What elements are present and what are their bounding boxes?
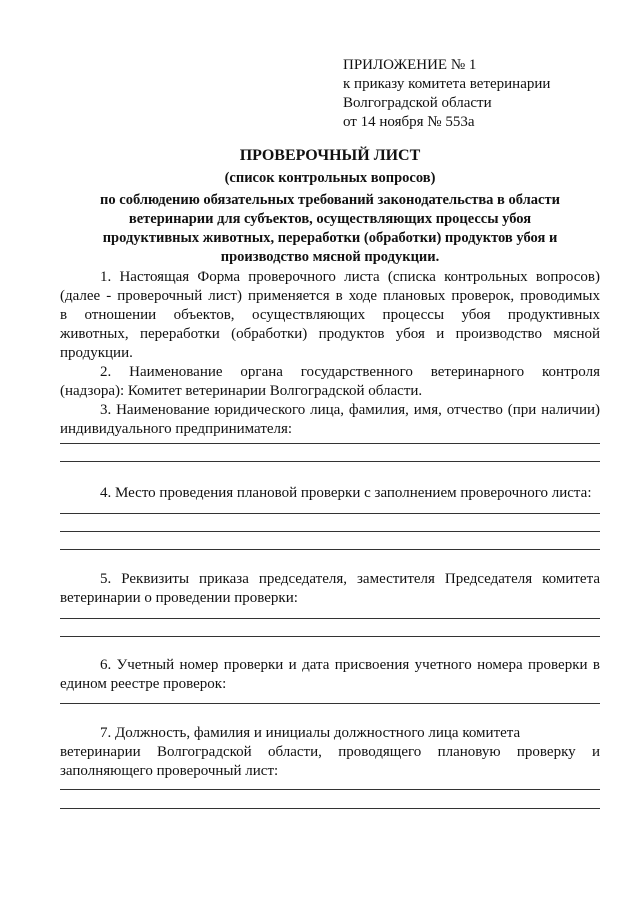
item-2-paragraph <box>60 363 600 401</box>
fill-in-line[interactable] <box>60 461 600 462</box>
description-line: продуктивных животных, переработки (обработки) продуктов убоя и <box>102 230 558 246</box>
appendix-region: Волгоградской области <box>343 95 492 111</box>
item-4-paragraph <box>60 484 600 503</box>
paragraph-line: 3. Наименование юридического лица, фамилия, имя, отчество (при наличии) <box>100 402 600 418</box>
description-line: производство мясной продукции. <box>220 249 440 265</box>
item-1-paragraph <box>60 268 600 363</box>
paragraph-line: заполняющего проверочный лист: <box>60 763 279 779</box>
item-7-paragraph <box>60 724 600 781</box>
appendix-order: к приказу комитета ветеринарии <box>343 76 551 92</box>
appendix-header <box>343 56 550 132</box>
fill-in-line[interactable] <box>60 636 600 637</box>
paragraph-line: 5. Реквизиты приказа председателя, заместителя Председателя комитета <box>100 571 600 587</box>
paragraph-line: индивидуального предпринимателя: <box>60 421 293 437</box>
item-3-paragraph <box>60 401 600 439</box>
paragraph-line: 2. Наименование органа государственного ветеринарного контроля <box>100 364 600 380</box>
fill-in-line[interactable] <box>60 531 600 532</box>
fill-in-line[interactable] <box>60 513 600 514</box>
paragraph-line: в отношении объектов, осуществляющих процессы убоя продуктивных <box>60 307 600 323</box>
paragraph-line: 4. Место проведения плановой проверки с заполнением проверочного листа: <box>100 485 592 501</box>
item-6-paragraph <box>60 656 600 694</box>
paragraph-line: (надзора): Комитет ветеринарии Волгоградской области. <box>60 383 423 399</box>
paragraph-line: животных, переработки (обработки) продуктов убоя и производство мясной <box>60 326 600 342</box>
fill-in-line[interactable] <box>60 549 600 550</box>
fill-in-line[interactable] <box>60 808 600 809</box>
document-description <box>60 191 600 267</box>
document-subtitle: (список контрольных вопросов) <box>224 170 436 186</box>
fill-in-line[interactable] <box>60 618 600 619</box>
paragraph-line: 7. Должность, фамилия и инициалы должностного лица комитета <box>100 725 521 741</box>
document-title-block <box>60 146 600 267</box>
description-line: по соблюдению обязательных требований законодательства в области <box>100 192 560 208</box>
item-5-paragraph <box>60 570 600 608</box>
fill-in-line[interactable] <box>60 789 600 790</box>
appendix-title: ПРИЛОЖЕНИЕ № 1 <box>343 57 477 73</box>
paragraph-line: 6. Учетный номер проверки и дата присвоения учетного номера проверки в <box>100 657 600 673</box>
paragraph-line: едином реестре проверок: <box>60 676 227 692</box>
paragraph-line: ветеринарии Волгоградской области, проводящего плановую проверку и <box>60 744 600 760</box>
description-line: ветеринарии для субъектов, осуществляющих процессы убоя <box>128 211 532 227</box>
appendix-date: от 14 ноября № 553а <box>343 114 475 130</box>
paragraph-line: продукции. <box>60 345 133 361</box>
document-title: ПРОВЕРОЧНЫЙ ЛИСТ <box>239 147 421 164</box>
fill-in-line[interactable] <box>60 443 600 444</box>
paragraph-line: ветеринарии о проведении проверки: <box>60 590 298 606</box>
fill-in-line[interactable] <box>60 703 600 704</box>
paragraph-line: (далее - проверочный лист) применяется в ходе плановых проверок, проводимых <box>60 288 600 304</box>
paragraph-line: 1. Настоящая Форма проверочного листа (списка контрольных вопросов) <box>100 269 600 285</box>
